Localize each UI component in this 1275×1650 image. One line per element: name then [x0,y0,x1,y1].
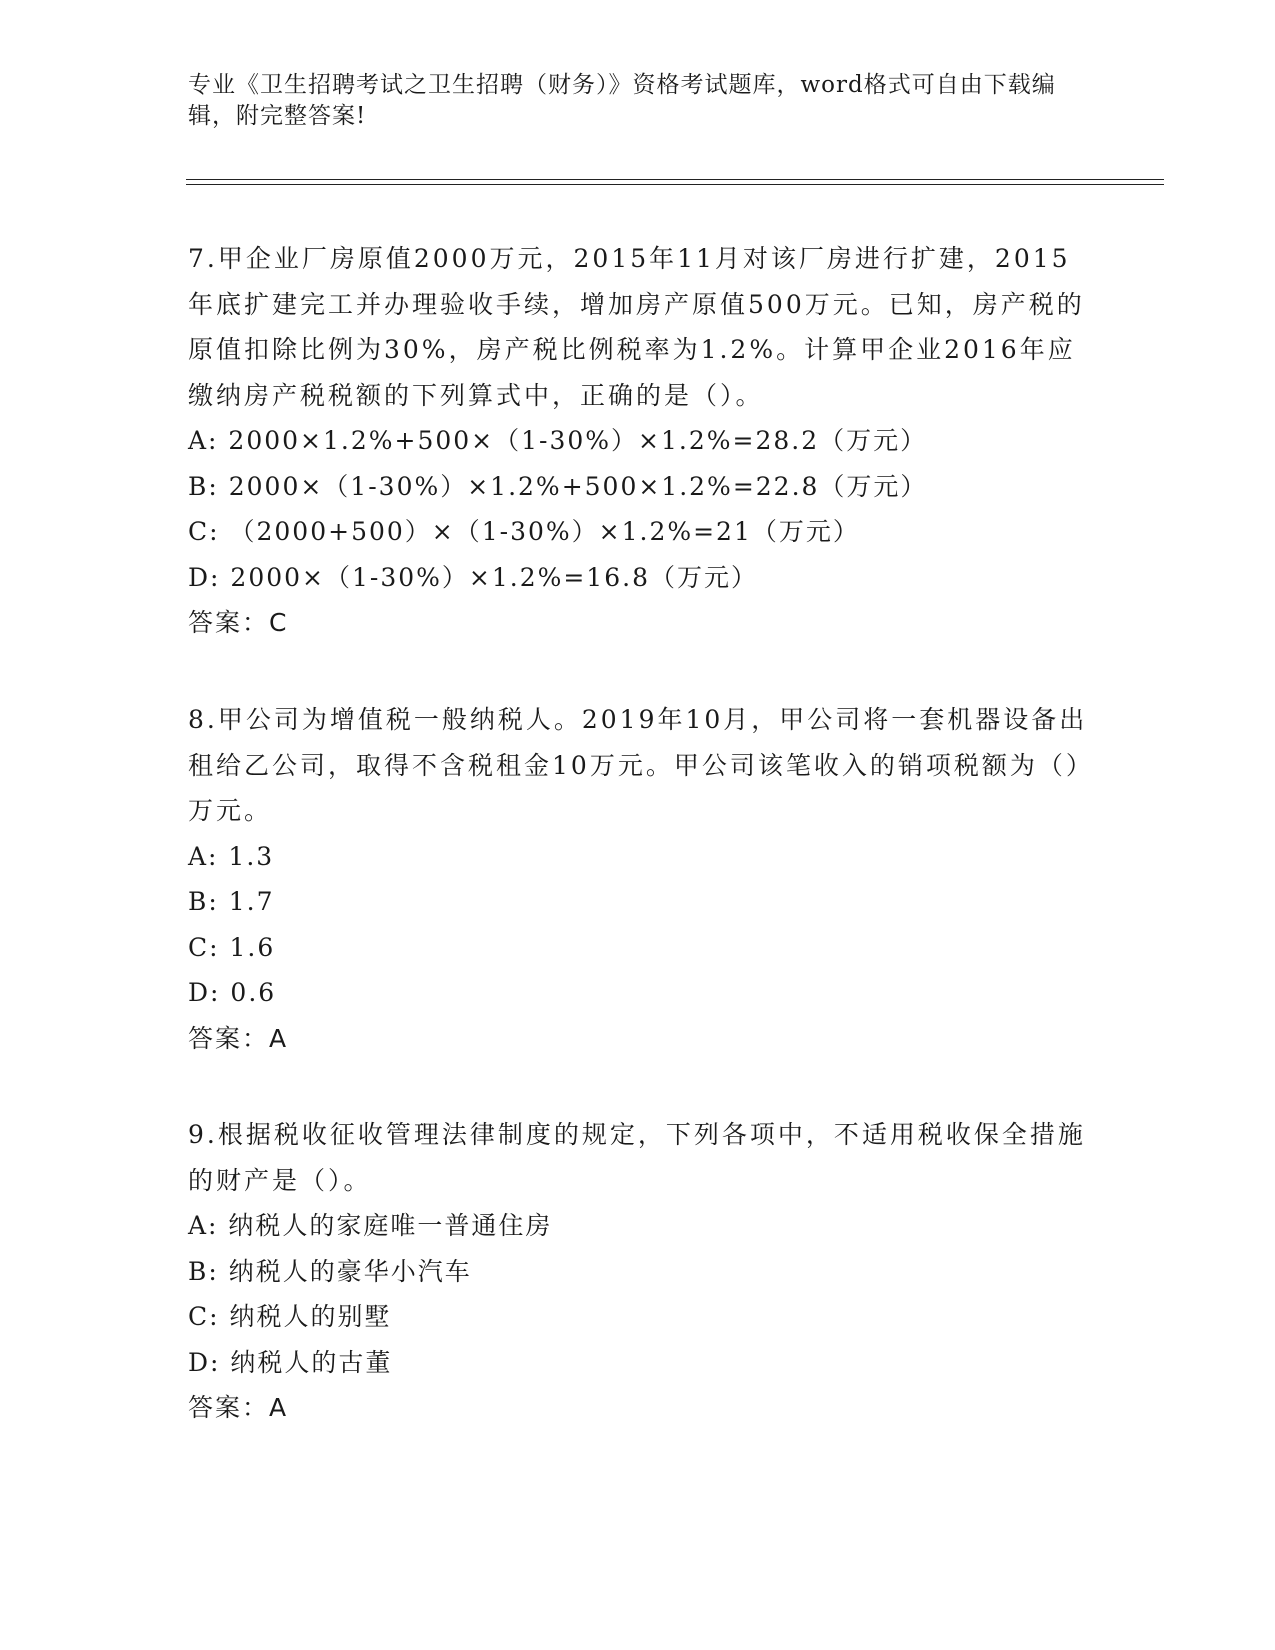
question-8 [188,697,1088,1061]
document-header: 专业《卫生招聘考试之卫生招聘（财务）》资格考试题库，word格式可自由下载编辑，附完整答案! [188,72,1056,129]
answer-line: 答案：A [188,1023,289,1053]
question-9 [188,1112,1088,1431]
option-c: C: 1.6 [188,932,276,962]
question-stem: 7.甲企业厂房原值2000万元，2015年11月对该厂房进行扩建，2015年底扩建完工并办理验收手续，增加房产原值500万元。已知，房产税的原值扣除比例为30%，房产税比例税率为1.2%。计算甲企业2016年应缴纳房产税税额的下列算式中，正确的是（）。 [188,244,1085,410]
option-a: A: 2000×1.2%+500×（1-30%）×1.2%=28.2（万元） [188,426,928,455]
option-a: A: 纳税人的家庭唯一普通住房 [188,1211,553,1240]
header-divider-bottom [186,184,1164,185]
option-d: D: 纳税人的古董 [188,1347,393,1377]
option-a: A: 1.3 [188,841,275,871]
option-c: C: （2000+500）×（1-30%）×1.2%=21（万元） [188,517,860,546]
question-7 [188,236,1088,646]
option-d: D: 2000×（1-30%）×1.2%=16.8（万元） [188,562,758,592]
answer-line: 答案：A [188,1393,289,1422]
option-c: C: 纳税人的别墅 [188,1302,392,1331]
option-d: D: 0.6 [188,978,277,1007]
option-b: B: 1.7 [188,887,275,916]
question-stem: 9.根据税收征收管理法律制度的规定，下列各项中，不适用税收保全措施的财产是（）。 [188,1120,1086,1195]
option-b: B: 2000×（1-30%）×1.2%+500×1.2%=22.8（万元） [188,471,928,501]
header-divider-top [186,179,1164,180]
option-b: B: 纳税人的豪华小汽车 [188,1256,472,1286]
answer-line: 答案：C [188,608,289,637]
question-stem: 8.甲公司为增值税一般纳税人。2019年10月，甲公司将一套机器设备出租给乙公司，取得不含税租金10万元。甲公司该笔收入的销项税额为（）万元。 [188,705,1088,825]
